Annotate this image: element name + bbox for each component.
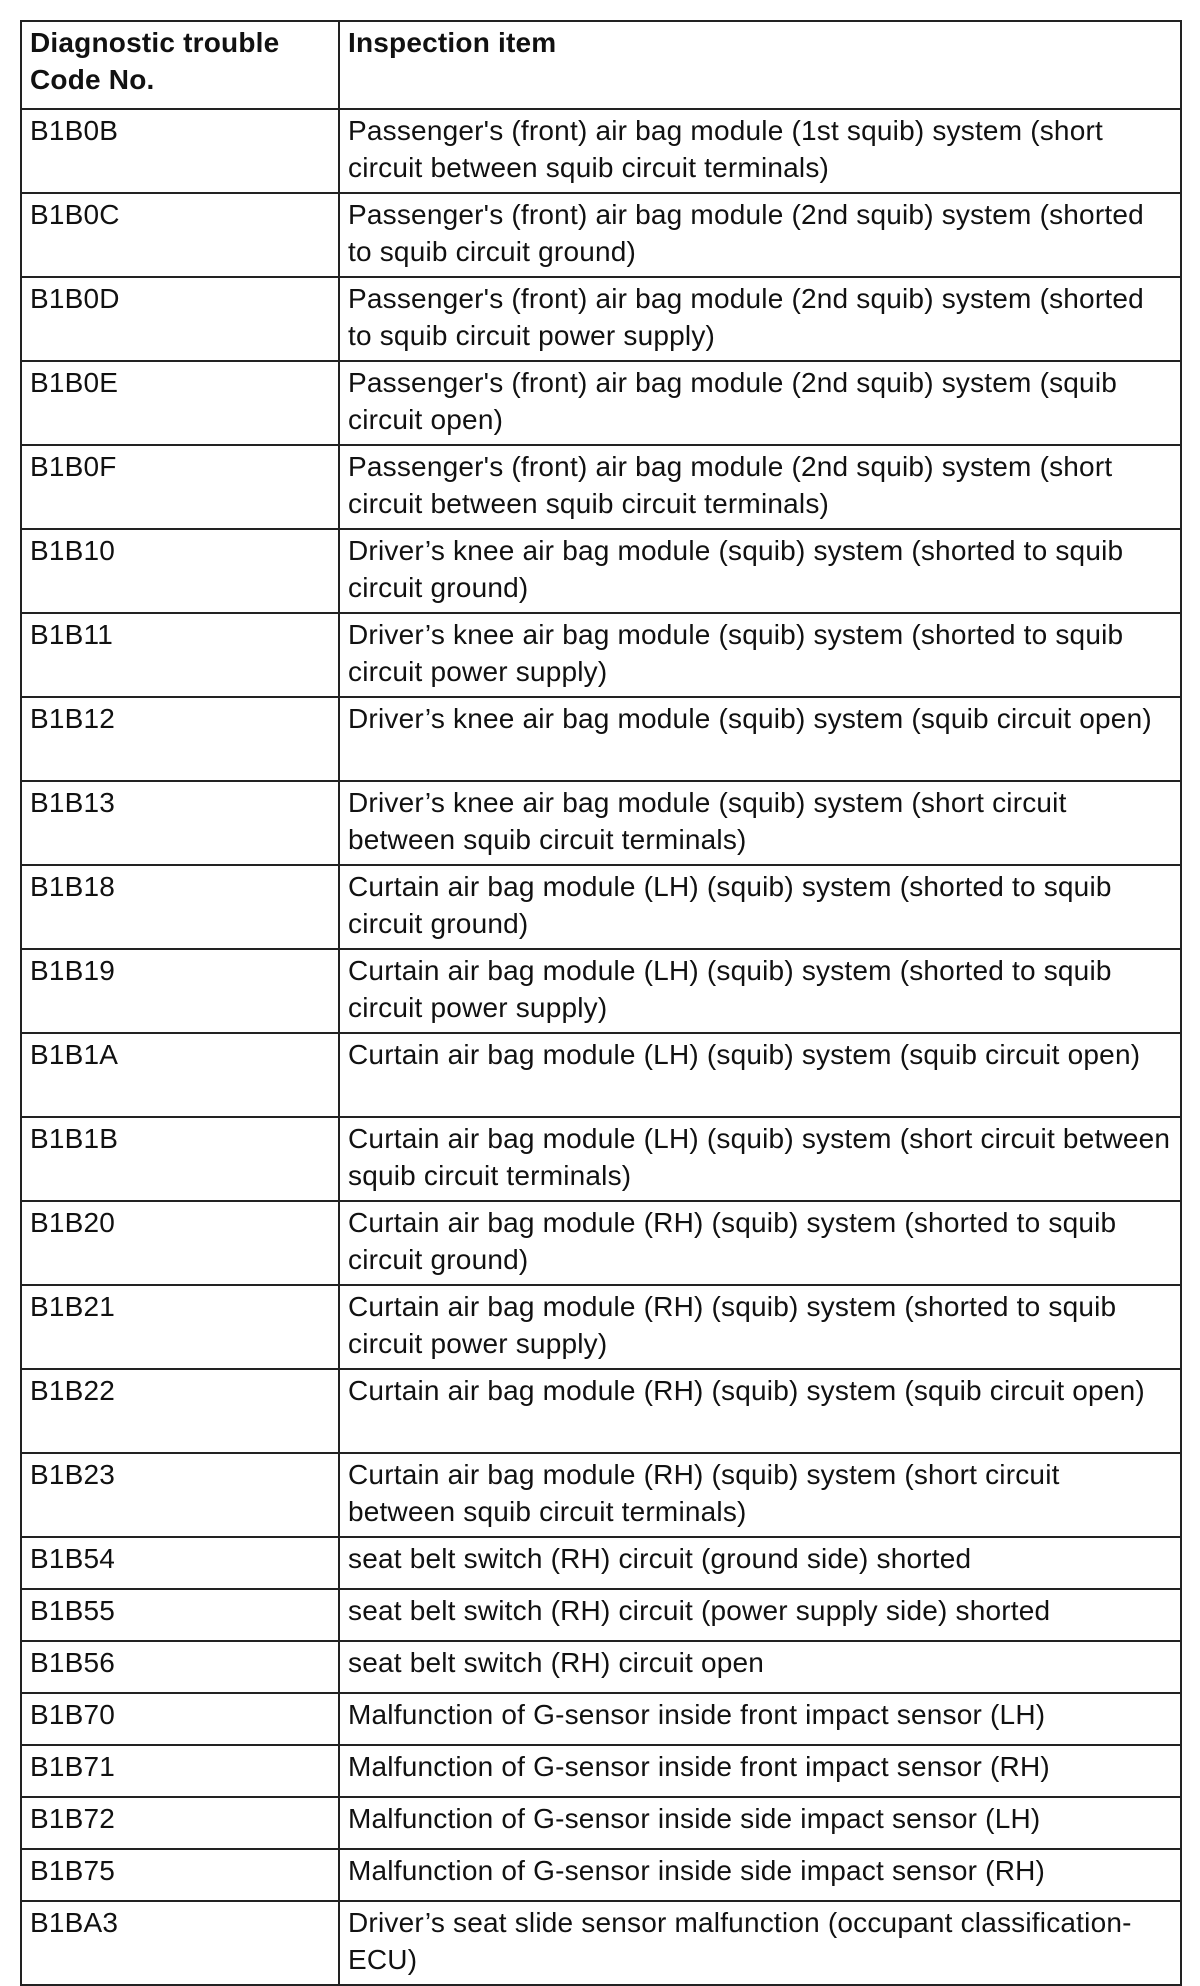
inspection-item: seat belt switch (RH) circuit (power supply side) shorted: [339, 1589, 1181, 1641]
dtc-code: B1B70: [21, 1693, 339, 1745]
table-row: [21, 1849, 1181, 1901]
dtc-code: B1B10: [21, 529, 339, 613]
inspection-item: Curtain air bag module (LH) (squib) system (shorted to squib circuit ground): [339, 865, 1181, 949]
header-dtc-code: Diagnostic trouble Code No.: [21, 21, 339, 109]
dtc-code: B1B0C: [21, 193, 339, 277]
inspection-item: Malfunction of G-sensor inside side impact sensor (LH): [339, 1797, 1181, 1849]
inspection-item: Driver’s knee air bag module (squib) system (shorted to squib circuit power supply): [339, 613, 1181, 697]
dtc-code: B1B54: [21, 1537, 339, 1589]
table-row: [21, 529, 1181, 613]
dtc-code: B1B18: [21, 865, 339, 949]
dtc-code: B1B23: [21, 1453, 339, 1537]
inspection-item: Driver’s knee air bag module (squib) system (squib circuit open): [339, 697, 1181, 781]
dtc-code: B1B11: [21, 613, 339, 697]
table-row: [21, 193, 1181, 277]
inspection-item: Curtain air bag module (RH) (squib) system (shorted to squib circuit ground): [339, 1201, 1181, 1285]
table-row: [21, 445, 1181, 529]
dtc-code: B1BA3: [21, 1901, 339, 1985]
table-row: [21, 697, 1181, 781]
dtc-code: B1B20: [21, 1201, 339, 1285]
dtc-code: B1B1A: [21, 1033, 339, 1117]
inspection-item: seat belt switch (RH) circuit (ground side) shorted: [339, 1537, 1181, 1589]
table-row: [21, 1369, 1181, 1453]
inspection-item: Curtain air bag module (RH) (squib) system (shorted to squib circuit power supply): [339, 1285, 1181, 1369]
dtc-code: B1B71: [21, 1745, 339, 1797]
dtc-code: B1B13: [21, 781, 339, 865]
table-row: [21, 109, 1181, 193]
table-row: [21, 1537, 1181, 1589]
table-header-row: [21, 21, 1181, 109]
inspection-item: Passenger's (front) air bag module (1st squib) system (short circuit between squib circuit terminals): [339, 109, 1181, 193]
inspection-item: Curtain air bag module (LH) (squib) system (squib circuit open): [339, 1033, 1181, 1117]
table-row: [21, 781, 1181, 865]
table-row: [21, 1453, 1181, 1537]
header-inspection-item: Inspection item: [339, 21, 1181, 109]
table-row: [21, 1693, 1181, 1745]
inspection-item: Driver’s knee air bag module (squib) system (short circuit between squib circuit terminals): [339, 781, 1181, 865]
table-row: [21, 949, 1181, 1033]
inspection-item: Curtain air bag module (LH) (squib) system (shorted to squib circuit power supply): [339, 949, 1181, 1033]
inspection-item: Passenger's (front) air bag module (2nd squib) system (short circuit between squib circuit terminals): [339, 445, 1181, 529]
table-row: [21, 1901, 1181, 1985]
inspection-item: Curtain air bag module (RH) (squib) system (short circuit between squib circuit terminals): [339, 1453, 1181, 1537]
dtc-code: B1B0F: [21, 445, 339, 529]
table-row: [21, 1589, 1181, 1641]
dtc-code: B1B1B: [21, 1117, 339, 1201]
inspection-item: Driver’s knee air bag module (squib) system (shorted to squib circuit ground): [339, 529, 1181, 613]
inspection-item: Curtain air bag module (RH) (squib) system (squib circuit open): [339, 1369, 1181, 1453]
table-row: [21, 865, 1181, 949]
inspection-item: Curtain air bag module (LH) (squib) system (short circuit between squib circuit terminals): [339, 1117, 1181, 1201]
table-row: [21, 1285, 1181, 1369]
dtc-code: B1B19: [21, 949, 339, 1033]
table-row: [21, 613, 1181, 697]
dtc-code: B1B56: [21, 1641, 339, 1693]
inspection-item: Passenger's (front) air bag module (2nd squib) system (squib circuit open): [339, 361, 1181, 445]
table-row: [21, 1797, 1181, 1849]
table-row: [21, 277, 1181, 361]
table-row: [21, 1201, 1181, 1285]
dtc-code: B1B12: [21, 697, 339, 781]
table-row: [21, 1033, 1181, 1117]
dtc-code: B1B75: [21, 1849, 339, 1901]
table-row: [21, 1745, 1181, 1797]
inspection-item: Driver’s seat slide sensor malfunction (occupant classification-ECU): [339, 1901, 1181, 1985]
inspection-item: Passenger's (front) air bag module (2nd squib) system (shorted to squib circuit ground): [339, 193, 1181, 277]
inspection-item: Malfunction of G-sensor inside front impact sensor (RH): [339, 1745, 1181, 1797]
inspection-item: seat belt switch (RH) circuit open: [339, 1641, 1181, 1693]
inspection-item: Malfunction of G-sensor inside side impact sensor (RH): [339, 1849, 1181, 1901]
inspection-item: Malfunction of G-sensor inside front impact sensor (LH): [339, 1693, 1181, 1745]
dtc-code: B1B22: [21, 1369, 339, 1453]
dtc-table: [20, 20, 1182, 1986]
table-row: [21, 1117, 1181, 1201]
dtc-code: B1B0E: [21, 361, 339, 445]
inspection-item: Passenger's (front) air bag module (2nd squib) system (shorted to squib circuit power supply): [339, 277, 1181, 361]
dtc-code: B1B0D: [21, 277, 339, 361]
dtc-code: B1B72: [21, 1797, 339, 1849]
dtc-code: B1B0B: [21, 109, 339, 193]
dtc-code: B1B21: [21, 1285, 339, 1369]
table-row: [21, 361, 1181, 445]
dtc-code: B1B55: [21, 1589, 339, 1641]
table-row: [21, 1641, 1181, 1693]
